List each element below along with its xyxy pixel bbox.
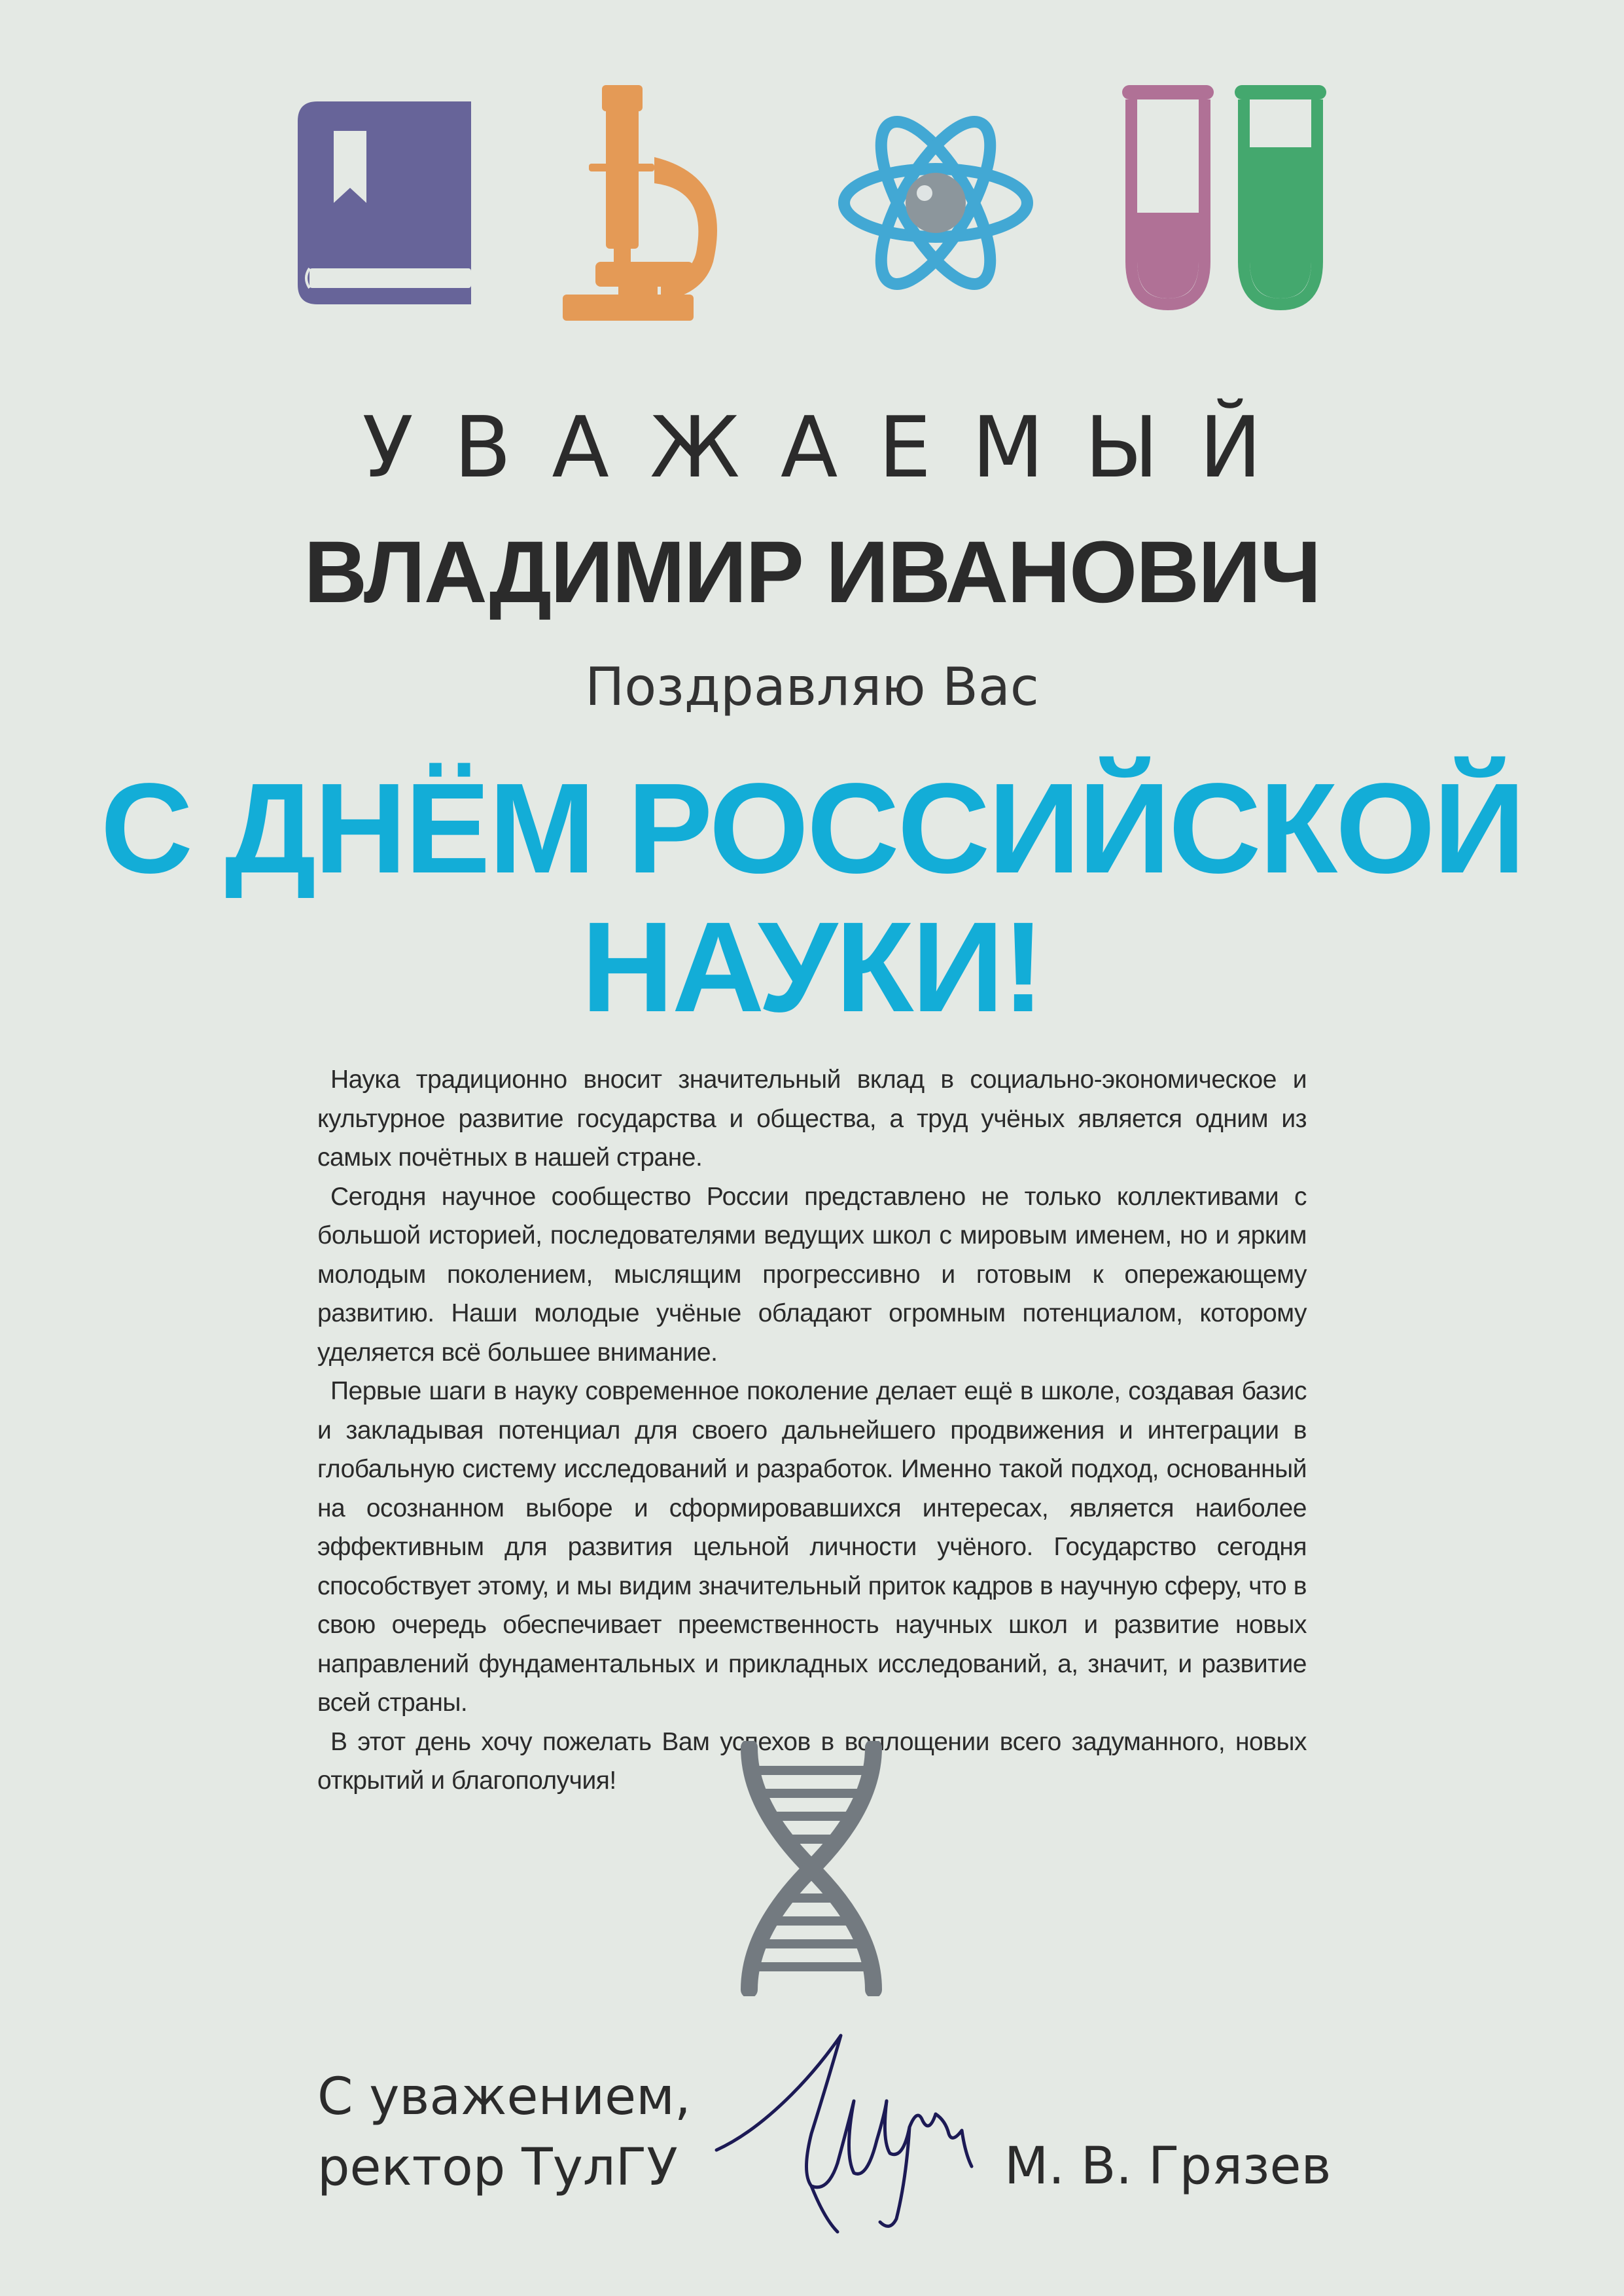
paragraph: Наука традиционно вносит значительный вклад в социально-экономическое и культурное развитие государства и общества, а труд учёных является одним из самых почётных в нашей стране. xyxy=(317,1066,1307,1172)
closing-line-2: ректор ТулГУ xyxy=(317,2138,678,2197)
recipient-name: ВЛАДИМИР ИВАНОВИЧ xyxy=(304,524,1320,621)
paragraph: В этот день хочу пожелать Вам успехов в воплощении всего задуманного, новых открытий и благополучия! xyxy=(317,1727,1307,1795)
closing xyxy=(317,2062,723,2203)
paragraph: Сегодня научное сообщество России представлено не только коллективами с большой историей, последователями ведущих школ с мировым именем, но и ярким молодым поколением, мыслящим прогрессивно и готовым к опережающему развитию. Наши молодые учёные обладают огромным потенциалом, которому уделяется всё большее внимание. xyxy=(317,1182,1307,1367)
microscope-icon xyxy=(563,85,746,321)
signer-name: М. В. Грязев xyxy=(1004,2137,1332,2196)
letter-body xyxy=(317,1060,1307,1801)
greeting: УВАЖАЕМЫЙ xyxy=(362,399,1303,497)
headline-line-1: С ДНЁМ РОССИЙСКОЙ xyxy=(100,757,1524,900)
test-tubes-icon xyxy=(1122,85,1345,311)
headline-line-2: НАУКИ! xyxy=(581,895,1043,1039)
closing-line-1: С уважением, xyxy=(317,2068,691,2126)
atom-icon xyxy=(838,95,1034,311)
science-icons-row xyxy=(288,85,1341,321)
dna-icon xyxy=(736,1741,887,1996)
book-icon xyxy=(298,101,474,304)
congratulate-text: Поздравляю Вас xyxy=(585,656,1039,717)
signature xyxy=(713,2022,988,2238)
headline xyxy=(0,759,1624,1037)
paragraph: Первые шаги в науку современное поколение делает ещё в школе, создавая базис и закладывая потенциал для своего дальнейшего продвижения и интеграции в глобальную систему исследований и разработок. Именно такой подход, основанный на осознанном выборе и сформировавшихся интересах, является наиболее эффективным для развития цельной личности учёного. Государство сегодня способствует этому, и мы видим значительный приток кадров в научную сферу, что в свою очередь обеспечивает преемственность научных школ и развитие новых направлений фундаментальных и прикладных исследований, а, значит, и развитие всей страны. xyxy=(317,1377,1307,1717)
